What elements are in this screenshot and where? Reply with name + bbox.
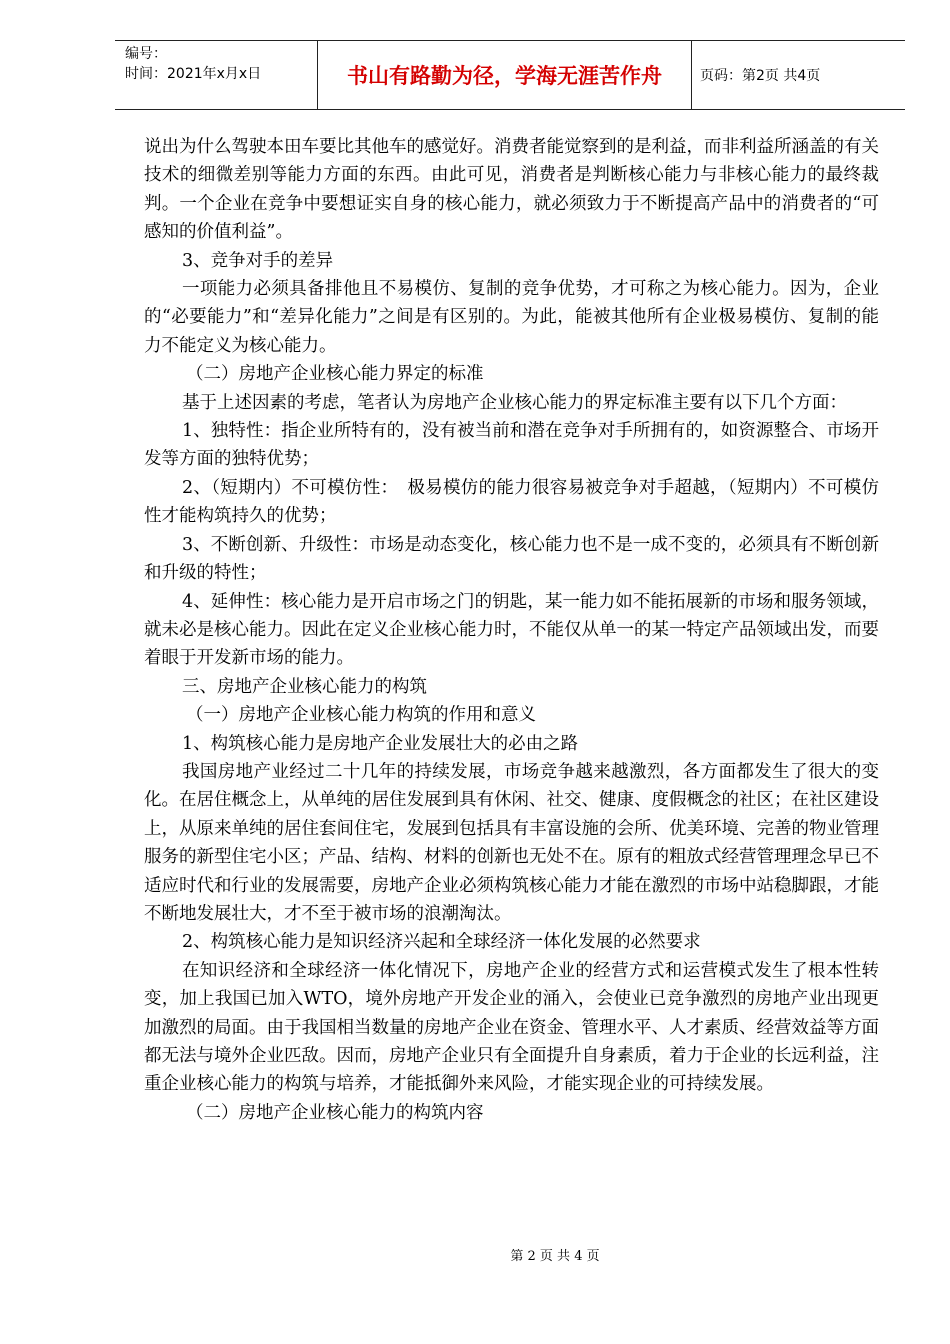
section-heading: （一）房地产企业核心能力构筑的作用和意义 (186, 705, 536, 726)
paragraph: 一项能力必须具备排他且不易模仿、复制的竞争优势，才可称之为核心能力。因为，企业的“必要能力”和“差异化能力”之间是有区别的。为此，能被其他所有企业极易模仿、复制的能力不能定义为核心能力。 (144, 279, 879, 356)
paragraph: 在知识经济和全球经济一体化情况下，房地产企业的经营方式和运营模式发生了根本性转变，加上我国已加入WTO，境外房地产开发企业的涌入，会使业已竞争激烈的房地产业出现更加激烈的局面。由于我国相当数量的房地产企业在资金、管理水平、人才素质、经营效益等方面都无法与境外企业匹敌。因而，房地产企业只有全面提升自身素质，着力于企业的长远利益，注重企业核心能力的构筑与培养，才能抵御外来风险，才能实现企业的可持续发展。 (144, 960, 879, 1095)
time-label: 时间：2021年x月x日 (125, 66, 262, 82)
paragraph: 1、独特性：指企业所特有的，没有被当前和潜在竞争对手所拥有的，如资源整合、市场开发等方面的独特优势； (144, 421, 879, 470)
section-heading: （二）房地产企业核心能力的构筑内容 (186, 1102, 484, 1123)
number-label: 编号： (125, 46, 167, 62)
header-meta (115, 41, 317, 109)
paragraph: 1、构筑核心能力是房地产企业发展壮大的必由之路 (182, 733, 579, 754)
paragraph: 3、竞争对手的差异 (182, 250, 334, 271)
paragraph: 2、（短期内）不可模仿性： 极易模仿的能力很容易被竞争对手超越，（短期内）不可模仿性才能构筑持久的优势； (144, 477, 879, 527)
section-heading: （二）房地产企业核心能力界定的标准 (186, 364, 484, 385)
paragraph: 基于上述因素的考虑，笔者认为房地产企业核心能力的界定标准主要有以下几个方面： (182, 392, 847, 413)
paragraph: 3、不断创新、升级性：市场是动态变化，核心能力也不是一成不变的，必须具有不断创新和升级的特性； (144, 534, 879, 584)
page-indicator: 页码：第2页 共4页 (700, 68, 821, 84)
motto: 书山有路勤为径，学海无涯苦作舟 (317, 41, 692, 109)
document-body (144, 133, 879, 1127)
paragraph: 2、构筑核心能力是知识经济兴起和全球经济一体化发展的必然要求 (182, 932, 701, 953)
paragraph: 4、延伸性：核心能力是开启市场之门的钥匙，某一能力如不能拓展新的市场和服务领域，就未必是核心能力。因此在定义企业核心能力时，不能仅从单一的某一特定产品领域出发，而要着眼于开发新市场的能力。 (144, 591, 879, 669)
section-heading: 三、房地产企业核心能力的构筑 (182, 676, 427, 697)
paragraph: 说出为什么驾驶本田车要比其他车的感觉好。消费者能觉察到的是利益，而非利益所涵盖的有关技术的细微差别等能力方面的东西。由此可见，消费者是判断核心能力与非核心能力的最终裁判。一个企业在竞争中要想证实自身的核心能力，就必须致力于不断提高产品中的消费者的“可感知的价值利益”。 (144, 137, 879, 243)
page-header (115, 40, 905, 110)
paragraph: 我国房地产业经过二十几年的持续发展，市场竞争越来越激烈，各方面都发生了很大的变化。在居住概念上，从单纯的居住发展到具有休闲、社交、健康、度假概念的社区；在社区建设上，从原来单纯的居住套间住宅，发展到包括具有丰富设施的会所、优美环境、完善的物业管理服务的新型住宅小区；产品、结构、材料的创新也无处不在。原有的粗放式经营管理理念早已不适应时代和行业的发展需要，房地产企业必须构筑核心能力才能在激烈的市场中站稳脚跟，才能不断地发展壮大，才不至于被市场的浪潮淘汰。 (144, 761, 879, 924)
page-footer: 第 2 页 共 4 页 (510, 1249, 600, 1264)
